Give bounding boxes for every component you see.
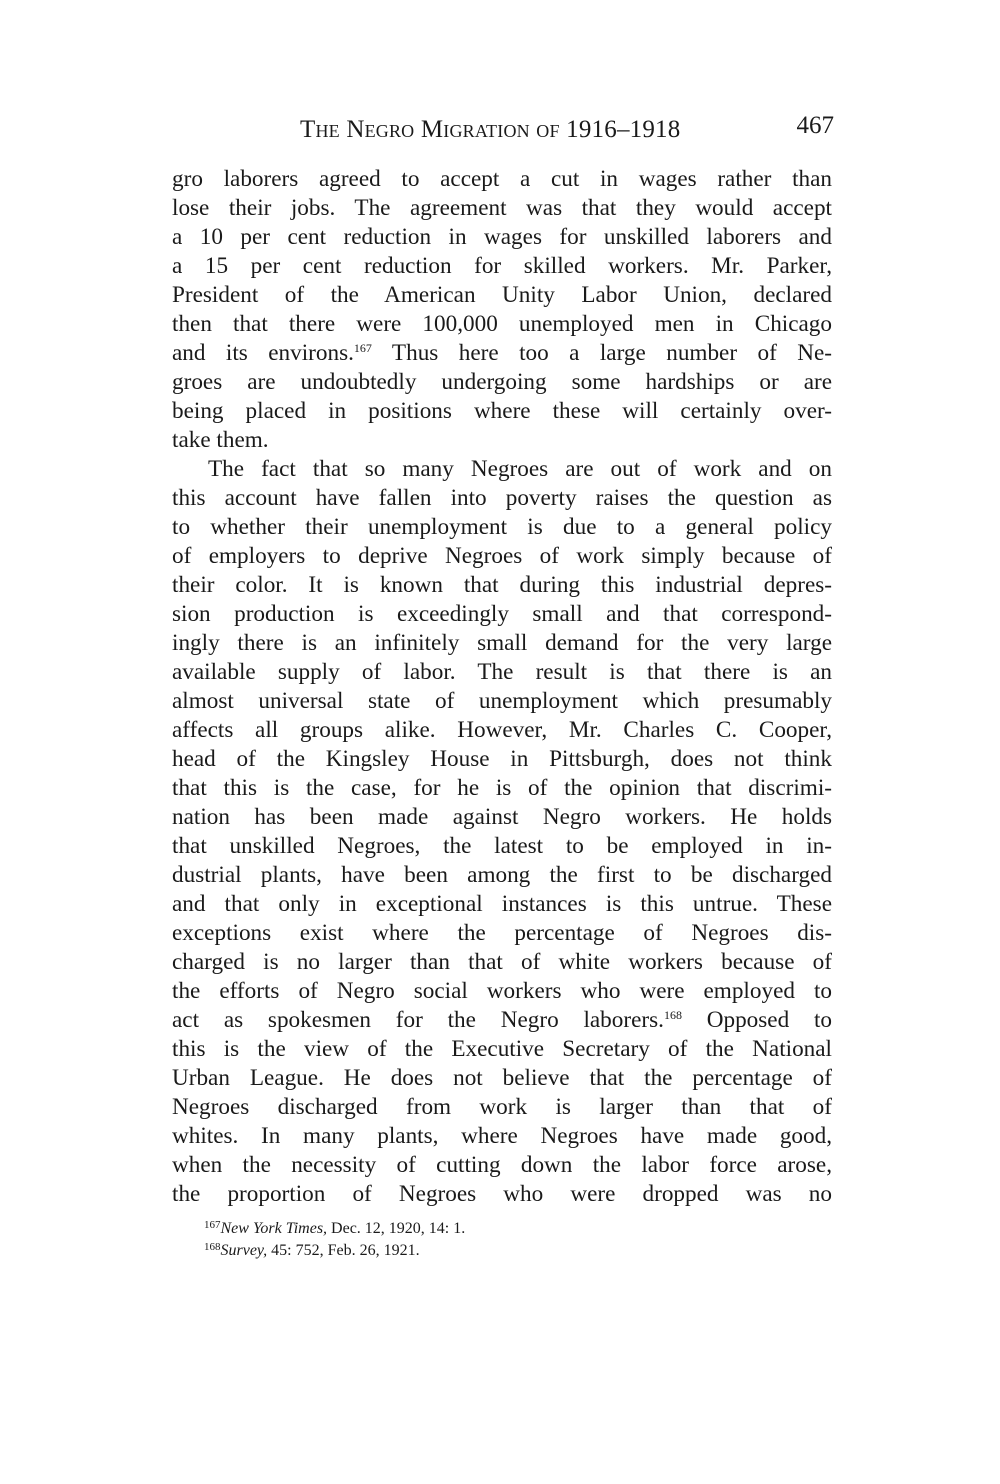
text-line bbox=[172, 194, 832, 223]
running-head bbox=[172, 106, 834, 150]
text-line bbox=[172, 861, 832, 890]
text-run: their color. It is known that during this industrial depres- bbox=[172, 572, 832, 598]
text-line bbox=[172, 1064, 832, 1093]
text-line bbox=[172, 455, 832, 484]
text-run: Negroes discharged from work is larger than that of bbox=[172, 1094, 832, 1120]
footnote bbox=[204, 1240, 804, 1262]
text-run: The fact that so many Negroes are out of work and on bbox=[208, 456, 832, 482]
text-run: then that there were 100,000 unemployed men in Chicago bbox=[172, 311, 832, 337]
text-line bbox=[172, 774, 832, 803]
paragraph bbox=[172, 455, 832, 1209]
text-line bbox=[172, 1180, 832, 1209]
text-line bbox=[172, 629, 832, 658]
text-run: groes are undoubtedly undergoing some hardships or are bbox=[172, 369, 832, 395]
text-run: a 15 per cent reduction for skilled workers. Mr. Parker, bbox=[172, 253, 832, 279]
page-number: 467 bbox=[796, 112, 834, 139]
text-line bbox=[172, 1151, 832, 1180]
text-run: charged is no larger than that of white workers because of bbox=[172, 949, 832, 975]
footnote-citation: Dec. 12, 1920, 14: 1. bbox=[327, 1220, 466, 1237]
footnote-citation: 45: 752, Feb. 26, 1921. bbox=[267, 1242, 420, 1259]
text-run: act as spokesmen for the Negro laborers. bbox=[172, 1007, 664, 1033]
text-line bbox=[172, 1035, 832, 1064]
text-run: nation has been made against Negro workers. He holds bbox=[172, 804, 832, 830]
text-line bbox=[172, 252, 832, 281]
text-run: available supply of labor. The result is that there is an bbox=[172, 659, 832, 685]
footnote-reference: 168 bbox=[663, 1008, 682, 1022]
text-line bbox=[172, 339, 832, 368]
text-run: exceptions exist where the percentage of Negroes dis- bbox=[172, 920, 832, 946]
text-line bbox=[172, 1122, 832, 1151]
text-run: sion production is exceedingly small and that correspond- bbox=[172, 601, 832, 627]
text-line bbox=[172, 948, 832, 977]
text-run: head of the Kingsley House in Pittsburgh, does not think bbox=[172, 746, 832, 772]
text-line bbox=[172, 368, 832, 397]
text-line bbox=[172, 1006, 832, 1035]
text-line bbox=[172, 1093, 832, 1122]
text-line bbox=[172, 397, 832, 426]
text-line bbox=[172, 890, 832, 919]
text-line bbox=[172, 745, 832, 774]
running-title: The Negro Migration of 1916–1918 bbox=[300, 116, 681, 143]
text-run: Urban League. He does not believe that the percentage of bbox=[172, 1065, 832, 1091]
text-line bbox=[172, 977, 832, 1006]
footnote-number: 167 bbox=[204, 1219, 221, 1231]
text-run: of employers to deprive Negroes of work simply because of bbox=[172, 543, 832, 569]
paragraph bbox=[172, 165, 832, 455]
text-line bbox=[172, 716, 832, 745]
text-run: when the necessity of cutting down the labor force arose, bbox=[172, 1152, 832, 1178]
footnotes bbox=[204, 1218, 804, 1262]
text-run: whites. In many plants, where Negroes have made good, bbox=[172, 1123, 832, 1149]
text-run: that this is the case, for he is of the opinion that discrimi- bbox=[172, 775, 832, 801]
text-run: this account have fallen into poverty raises the question as bbox=[172, 485, 832, 511]
text-line bbox=[172, 513, 832, 542]
text-run: ingly there is an infinitely small demand for the very large bbox=[172, 630, 832, 656]
footnote bbox=[204, 1218, 804, 1240]
text-run: affects all groups alike. However, Mr. Charles C. Cooper, bbox=[172, 717, 832, 743]
text-line bbox=[172, 832, 832, 861]
text-run: a 10 per cent reduction in wages for unskilled laborers and bbox=[172, 224, 832, 250]
text-line bbox=[172, 484, 832, 513]
text-line bbox=[172, 600, 832, 629]
text-run: Opposed to bbox=[681, 1007, 832, 1033]
text-run: the efforts of Negro social workers who were employed to bbox=[172, 978, 832, 1004]
text-run: and that only in exceptional instances is this untrue. These bbox=[172, 891, 832, 917]
text-run: Thus here too a large number of Ne- bbox=[371, 340, 832, 366]
text-line bbox=[172, 658, 832, 687]
text-line bbox=[172, 919, 832, 948]
text-line bbox=[172, 426, 832, 455]
footnote-source: Survey, bbox=[220, 1242, 268, 1259]
footnote-reference: 167 bbox=[353, 341, 372, 355]
text-run: take them. bbox=[172, 427, 269, 453]
text-line bbox=[172, 223, 832, 252]
text-line bbox=[172, 310, 832, 339]
text-run: that unskilled Negroes, the latest to be employed in in- bbox=[172, 833, 832, 859]
text-run: to whether their unemployment is due to a general policy bbox=[172, 514, 832, 540]
text-run: almost universal state of unemployment which presumably bbox=[172, 688, 832, 714]
text-line bbox=[172, 687, 832, 716]
text-run: this is the view of the Executive Secretary of the National bbox=[172, 1036, 832, 1062]
text-line bbox=[172, 165, 832, 194]
text-run: gro laborers agreed to accept a cut in wages rather than bbox=[172, 166, 832, 192]
text-line bbox=[172, 542, 832, 571]
text-run: President of the American Unity Labor Union, declared bbox=[172, 282, 832, 308]
text-run: the proportion of Negroes who were dropped was no bbox=[172, 1181, 832, 1207]
footnote-source: New York Times, bbox=[220, 1220, 328, 1237]
text-run: dustrial plants, have been among the first to be discharged bbox=[172, 862, 832, 888]
body-text bbox=[172, 165, 832, 1209]
text-run: lose their jobs. The agreement was that they would accept bbox=[172, 195, 832, 221]
text-line bbox=[172, 803, 832, 832]
text-run: being placed in positions where these will certainly over- bbox=[172, 398, 832, 424]
text-line bbox=[172, 281, 832, 310]
footnote-number: 168 bbox=[204, 1241, 221, 1253]
text-line bbox=[172, 571, 832, 600]
text-run: and its environs. bbox=[172, 340, 354, 366]
